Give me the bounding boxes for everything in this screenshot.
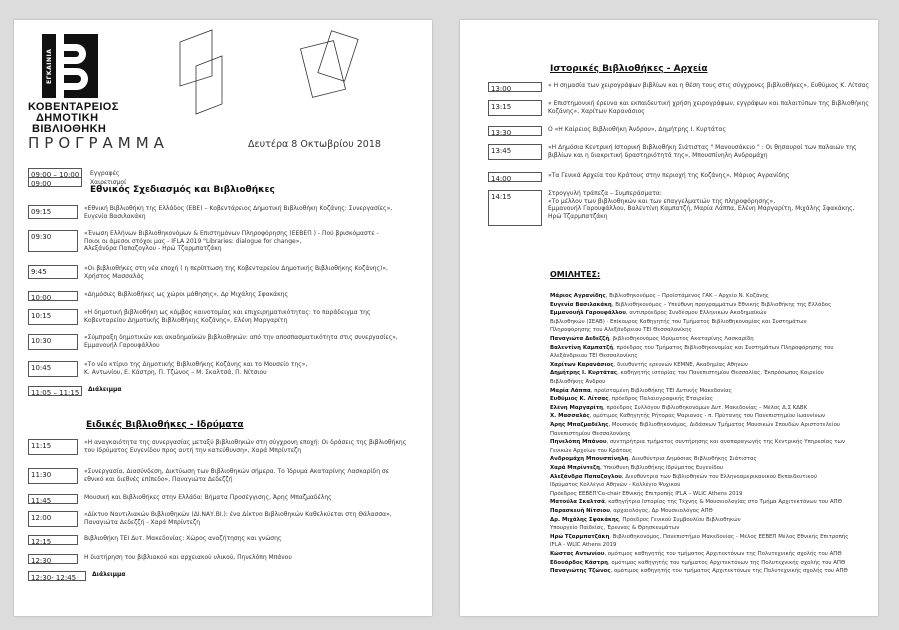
session-line: Διάλειμμα xyxy=(92,571,126,578)
time-slot: 11:05 – 11:15 xyxy=(28,386,82,396)
session-line: Βιβλιοθήκη ΤΕΙ Δυτ. Μακεδονίας: Χώρος αναζήτησης και γνώσης xyxy=(84,535,282,542)
session-line: Κοβενταρείου Δημοτικής Βιβλιοθήκης Κοζάνης», Ελένη Μαργαρίτη xyxy=(84,316,288,324)
time-slot: 13:30 xyxy=(488,126,542,136)
time-slot: 09:00 – 10:00 xyxy=(28,168,82,178)
speaker-line xyxy=(550,378,878,387)
session-text xyxy=(92,571,126,579)
session-line: «Το νέο κτίριο της Δημοτικής Βιβλιοθήκης Κοζάνης και το Μουσείο της», xyxy=(84,361,308,368)
speaker-role: Πρόεδρος ΕΕΒΕΠ'Co-chair Εθνικής Επιτροπής IFLA – WLIC Athens 2019 xyxy=(550,490,743,497)
session-line: Στρογγυλή τράπεζα – Συμπεράσματα: xyxy=(548,190,662,197)
session-line: Ηρώ Τζαρμπατζάκη xyxy=(548,212,608,220)
time-slot: 11:15 xyxy=(28,439,78,455)
speaker-role: Ιδρύματος Κολλέγιο Αθηνών - Κολλέγιο Ψυχικού xyxy=(550,482,681,489)
speaker-line xyxy=(550,567,878,576)
section-title: Εθνικός Σχεδιασμός και Βιβλιοθήκες xyxy=(90,185,275,195)
session-line: «Ένωση Ελλήνων Βιβλιοθηκονόμων & Επιστημόνων Πληροφόρησης (ΕΕΒΕΠ ) - Πού βρισκόμαστε - xyxy=(84,230,379,237)
speaker-name: Παναγιώτα Δεδεζζή xyxy=(550,336,610,342)
speaker-line xyxy=(550,412,878,421)
schedule-row xyxy=(488,82,870,93)
speaker-line xyxy=(550,481,878,490)
speaker-name: Χαρίτων Καρανάσιος xyxy=(550,361,614,368)
speaker-role: Βιβλιοθηκών (ΣΕΑΒ) · Επίκουρος Καθηγητής του Τμήματος Βιβλιοθηκονομίας και Συστημάτων xyxy=(550,318,807,325)
session-line: «Δίκτυο Ναυτιλιακών Βιβλιοθηκών (ΔΙ.ΝΑΥ.ΒΙ.): ένα Δίκτυο Βιβλιοθηκών Καθελκύεται στη Θάλασσα», xyxy=(84,511,392,518)
speaker-role: , Διευθύντρια Δημόσιας Βιβλιοθήκης Σιάτιστας xyxy=(628,456,757,463)
speaker-line xyxy=(550,361,878,370)
speaker-line xyxy=(550,387,878,396)
schedule-row xyxy=(28,468,389,484)
speaker-role: , καθηγητής ιστορίας του Πανεπιστημίου Θεσσαλίας, Έκπρόσωπος Καιρείου xyxy=(617,370,824,377)
schedule-row xyxy=(28,230,379,252)
session-line: Εμμανουήλ Γαρουφάλλου, Βαλεντίνη Καμπατζή, Μαρία Λάππα, Ελένη Μαργαρίτη, Μιχάλης Σφακάκης, xyxy=(548,205,855,212)
time-slot: 12:00 xyxy=(28,511,78,527)
speaker-line xyxy=(550,473,878,482)
session-text xyxy=(84,334,398,349)
speaker-line xyxy=(550,498,878,507)
speaker-line xyxy=(550,309,878,318)
session-line: εθνικό και διεθνές επίπεδο», Παναγιώτα Δεδεζζή xyxy=(84,475,233,483)
time-slot: 14:15 xyxy=(488,190,542,226)
speaker-role: , ομότιμος καθηγητής του τμήματος Αρχιτεκτόνων της Πολυτεχνικής σχολής του ΑΠΘ xyxy=(604,551,842,557)
session-text xyxy=(84,494,332,502)
speaker-line xyxy=(550,326,878,335)
speaker-name: Αλεξάνδρα Παπαζογλου xyxy=(550,473,622,480)
time-slot: 14:00 xyxy=(488,172,542,182)
time-slot: 11:30 xyxy=(28,468,78,484)
session-text xyxy=(548,126,726,134)
speaker-name: Παναγιώτης Τζώνος xyxy=(550,568,611,575)
schedule-row xyxy=(28,554,358,564)
speaker-role: , ομότιμος Καθηγητής Ρήτορας Ψαριανος - π. Πρύτανης του Πανεπιστημίου Ιωαννίνων xyxy=(589,413,825,420)
session-text xyxy=(84,554,292,562)
speaker-name: Βαλεντίνη Καμπατζή xyxy=(550,344,614,351)
time-slot: 13:45 xyxy=(488,144,542,160)
speaker-line xyxy=(550,490,878,499)
speaker-role: , Υπεύθυνη Βιβλιοθήκης Ιδρύματος Ευγενίδου xyxy=(600,465,724,471)
session-text xyxy=(548,190,854,220)
session-line: «Η αναγκαιότητα της συνεργασίας μεταξύ βιβλιοθηκών στη σύγχρονη εποχή: Οι δράσεις της βιβλιοθήκης xyxy=(84,439,407,446)
logo-years: ΕΓΚΑΙΝΙΑ xyxy=(46,48,53,84)
section-title: Ειδικές Βιβλιοθήκες - Ιδρύματα xyxy=(86,420,244,430)
speaker-name: Εμμανουήλ Γαρουφάλλου xyxy=(550,310,626,317)
session-text xyxy=(84,265,388,280)
time-slot: 09:00 xyxy=(28,177,82,187)
speaker-name: Κώστας Αντωνίου xyxy=(550,551,605,557)
schedule-row xyxy=(28,361,358,377)
session-line: του Ιδρύματος Ευγενίδου προς αυτή την κατεύθυνση», Χαρά Μπρίντεζη xyxy=(84,446,302,454)
schedule-row xyxy=(488,172,818,182)
session-line: Κ. Αντωνίου, Ε. Κάστρη, Π. Τζώνος – Μ. Σκαλτσά, Π. Νίτσιου xyxy=(84,368,267,376)
speaker-role: Πληροφόρησης του Αλεξάνδρειου ΤΕΙ Θεσσαλονίκης xyxy=(550,327,692,334)
speaker-role: Υπουργείο Παιδείας, Έρευνας & Θρησκευμάτων xyxy=(550,525,680,532)
session-line: «Το μέλλον των βιβλιοθηκών και των επαγγελματιών της πληροφόρησης», xyxy=(548,197,776,205)
speaker-name: Ματούλα Σκαλτσά xyxy=(550,499,605,506)
session-line: «Η δημοτική βιβλιοθήκη ως κόμβος καινοτομίας και επιχειρηματικότητας: το παράδειγμα της xyxy=(84,309,371,316)
time-slot: 09:15 xyxy=(28,205,78,219)
speaker-line xyxy=(550,318,878,327)
logo-line1: ΚΟΒΕΝΤΑΡΕΙΟΣ xyxy=(28,101,119,113)
opening-line: Εγγραφές xyxy=(90,170,120,177)
program-title: ΠΡΟΓΡΑΜΜΑ xyxy=(28,134,169,152)
speaker-role: , διευθυντής ερευνών ΚΕΜΝΕ, Ακαδημίας Αθηνών xyxy=(613,361,748,368)
session-line: Εμμανουήλ Γαρουφάλλου xyxy=(84,341,160,349)
session-text xyxy=(84,361,307,376)
speaker-name: Μαρία Λάππα xyxy=(550,387,591,394)
speaker-role: , Μουσικός Βιβλιοθηκονόμος, Διδάσκων Τμήματος Μουσικών Σπουδών Αριστοτελείου xyxy=(608,422,841,428)
session-text xyxy=(84,439,406,454)
speaker-role: Πανεπιστημίου Θεσσαλονίκης xyxy=(550,430,631,437)
speaker-role: Αλεξάνδρειου ΤΕΙ Θεσσαλονίκης xyxy=(550,353,638,360)
session-line: «Η Δημόσια Κεντρική Ιστορική Βιβλιοθήκη Σιάτιστας " Μανουσάκειο " : Οι θησαυροί των παλαιών της xyxy=(548,144,857,151)
schedule-row xyxy=(28,494,358,504)
time-slot: 09:30 xyxy=(28,230,78,252)
speaker-role: , καθηγήτρια Ιστορίας της Τέχνης & Μουσειολογίας στο Τμήμα Αρχιτεκτόνων του ΑΠΘ xyxy=(604,499,842,506)
session-line: «Εθνική Βιβλιοθήκη της Ελλάδος (ΕΒΕ) – Κοβεντάρειος Δημοτική Βιβλιοθήκη Κοζάνης: Συνεργασίες», xyxy=(84,205,393,212)
session-line: Ο «Η Καίρειος Βιβλιοθήκη Άνδρου», Δημήτρης Ι. Κυρτάτας xyxy=(548,126,727,133)
speaker-role: , συντηρήτρια τμήματος συντήρησης και αναπαραγωγής της Κεντρικής Υπηρεσίας των xyxy=(606,439,845,446)
speaker-name: Δρ. Μιχάλης Σφακάκης xyxy=(550,516,619,523)
session-line: Μουσική και Βιβλιοθήκες στην Ελλάδα: Βήματα Προσέγγισης, Άρης Μπαζμαδέλης xyxy=(84,494,332,501)
speaker-line xyxy=(550,404,878,413)
time-slot: 10:00 xyxy=(28,291,78,301)
logo-line2: ΔΗΜΟΤΙΚΗ xyxy=(36,112,99,124)
speaker-line xyxy=(550,421,878,430)
decorative-shapes xyxy=(174,26,374,126)
session-line: « Η σημασία των χειρογράφων βιβλίων και η θέση τους στις σύγχρονες βιβλιοθήκες», Ευθύμιος Κ. Λίτσας xyxy=(548,82,870,89)
speaker-line xyxy=(550,369,878,378)
speakers-title: ΟΜΙΛΗΤΕΣ: xyxy=(550,270,601,279)
session-text xyxy=(548,100,869,115)
speaker-name: Χαρά Μπρίντεζη xyxy=(550,465,601,471)
speaker-line xyxy=(550,301,878,310)
section-title: Ιστορικές Βιβλιοθήκες - Αρχεία xyxy=(550,64,708,74)
speaker-role: , ομότιμος καθηγητής του τμήματος Αρχιτεκτόνων της Πολυτεχνικής σχολής του ΑΠΘ xyxy=(610,568,848,575)
speaker-role: , Βιβλιοθηκονόμος – Υπεύθυνη προγραμμάτων Εθνικής Βιβλιοθήκης της Ελλάδος xyxy=(611,301,832,308)
speaker-line xyxy=(550,541,878,550)
schedule-row xyxy=(28,309,371,325)
speaker-name: Ελένη Μαργαρίτη xyxy=(550,404,604,411)
session-line: «Οι βιβλιοθήκες στη νέα εποχή ( η περίπτωση της Κοβενταρείου Δημοτικής Βιβλιοθήκης Κοζάνης)», xyxy=(84,265,388,272)
speaker-line xyxy=(550,550,878,559)
speaker-name: Εδουάρδος Κάστρη xyxy=(550,559,608,566)
session-text xyxy=(88,386,122,394)
session-text xyxy=(84,205,392,220)
schedule-row xyxy=(488,100,869,116)
schedule-row xyxy=(28,571,358,581)
right-page xyxy=(460,20,878,616)
schedule-row xyxy=(488,144,857,160)
session-line: «Συνεργασία, Διασύνδεση, Δικτύωση των Βιβλιοθηκών σήμερα. Το Ίδρυμα Ακαταρίνης Λασκαρίδη σε xyxy=(84,468,389,475)
speaker-role: , ομότιμος καθηγητής του τμήματος Αρχιτεκτόνων της Πολυτεχνικής σχολής του ΑΠΘ xyxy=(608,559,846,566)
speaker-line xyxy=(550,464,878,473)
time-slot: 9:45 xyxy=(28,265,78,279)
schedule-row xyxy=(28,535,358,545)
speaker-role: , πρόεδρος Παλαιογραφικής Εταιρείας xyxy=(608,396,714,403)
speaker-line xyxy=(550,455,878,464)
time-slot: 12:15 xyxy=(28,535,78,545)
speaker-role: IFLA - WLIC Athens 2019 xyxy=(550,542,617,549)
speaker-line xyxy=(550,335,878,344)
session-line: «Δημόσιες Βιβλιοθήκες ως χώροι μάθησης», Δρ Μιχάλης Σφακάκης xyxy=(84,291,288,298)
time-slot: 11:45 xyxy=(28,494,78,504)
speaker-role: Βιβλιοθήκης Άνδρου xyxy=(550,379,606,385)
session-line: Χρήστος Μασσαλάς xyxy=(84,272,144,280)
speaker-role: , πρόεδρος Συλλόγου Βιβλιοθηκονόμων Δυτ. Μακεδονίας – Μέλος Δ.Σ ΚΔΒΚ xyxy=(603,404,808,411)
session-text xyxy=(548,82,869,90)
speaker-line xyxy=(550,516,878,525)
time-slot: 12:30 xyxy=(28,554,78,564)
speaker-line xyxy=(550,352,878,361)
speaker-name: Ευθύμιος Κ. Λίτσας xyxy=(550,396,609,403)
speaker-role: , αρχαιολόγος, Δρ Μουσειολόγος ΑΠΘ xyxy=(609,508,713,514)
session-line: βιβλίων και η διακριτική δραστηριότητά της», Μπουσπίνηλη Ανδρομάχη xyxy=(548,151,768,159)
speaker-role: , Πρόεδρος Γενικού Συμβουλίου Βιβλιοθηκών xyxy=(618,516,741,523)
schedule-row xyxy=(28,291,358,301)
speaker-line xyxy=(550,533,878,542)
schedule-row xyxy=(488,126,818,136)
schedule-row xyxy=(28,334,398,350)
speaker-name: Ηρώ Τζαρμπατζάκη xyxy=(550,533,610,540)
session-text xyxy=(84,511,392,526)
speaker-name: Ευγενία Βασιλακάκη xyxy=(550,301,612,308)
session-text xyxy=(84,468,389,483)
event-date: Δευτέρα 8 Οκτωβρίου 2018 xyxy=(248,139,381,150)
speaker-role: , Διευθύντρια των Βιβλιοθηκών του Ελληνοαμερικανικού Εκπαιδευτικού xyxy=(621,473,817,480)
time-slot: 12:30- 12:45 xyxy=(28,571,86,581)
speaker-line xyxy=(550,438,878,447)
speaker-line xyxy=(550,344,878,353)
speaker-role: , Βιβλιοθηκονόμος – Προϊστάμενος ΓΑΚ – Αρχείο Ν. Κοζάνης xyxy=(605,293,769,299)
speaker-line xyxy=(550,447,878,456)
opening-line: Χαιρετισμοί xyxy=(90,179,127,186)
schedule-row xyxy=(28,265,388,280)
session-text xyxy=(84,291,288,299)
session-text xyxy=(84,309,370,324)
speaker-line xyxy=(550,395,878,404)
session-line: Διάλειμμα xyxy=(88,386,122,393)
time-slot: 13:15 xyxy=(488,100,542,116)
session-text xyxy=(548,144,857,159)
speaker-name: Δημήτρης Ι. Κυρτάτας xyxy=(550,370,618,377)
session-line: Ευγενία Βασιλακάκη xyxy=(84,212,146,220)
speaker-role: , Βιβλιοθηκονόμος, Πανεπιστήμιο Μακεδονίας - Μέλος ΕΕΒΕΠ Μέλος Εθνικής Επιτροπής xyxy=(609,533,849,540)
session-text xyxy=(548,172,789,180)
session-line: «Σύμπραξη δημοτικών και ακαδημαϊκών βιβλιοθηκών: από την αποσπασματικότητα στις συνεργασίες», xyxy=(84,334,398,341)
schedule-row xyxy=(28,386,358,396)
library-logo xyxy=(42,34,98,98)
schedule-row xyxy=(28,511,392,527)
speaker-role: , αντιπρόεδρος Συνδέσμου Ελληνικών Ακαδημαϊκών xyxy=(625,310,767,317)
speaker-name: Ανδρομάχη Μπουσπίνηλη xyxy=(550,456,629,463)
time-slot: 10:45 xyxy=(28,361,78,377)
session-line: Ποιοι οι άμεσοι στόχοι μας - IFLA 2019 "Libraries: dialogue for change», xyxy=(84,237,302,245)
schedule-row xyxy=(488,190,855,226)
time-slot: 10:15 xyxy=(28,309,78,325)
session-line: « Επιστημονική έρευνα και εκπαιδευτική χρήση χειρογράφων, εγγράφων και παλαιτύπων της Βιβλιοθήκης xyxy=(548,100,869,107)
speaker-line xyxy=(550,507,878,516)
speaker-name: Άρης Μπαζμαδέλης xyxy=(550,422,609,428)
session-text xyxy=(84,230,379,253)
session-line: Κοζάνης», Χαρίτων Καρανάσιος xyxy=(548,107,645,115)
speaker-name: Χ. Μασσαλάς xyxy=(550,413,590,420)
speaker-line xyxy=(550,430,878,439)
speaker-role: Γενικών Αρχείων του Κράτους xyxy=(550,447,633,454)
speaker-role: , βιβλιοθηκονόμος Ιδρύματος Ακαταρίνης Λασκαρίδη xyxy=(609,336,754,342)
schedule-row xyxy=(28,205,393,220)
speaker-line xyxy=(550,559,878,568)
speaker-role: , πρόεδρος του Τμήματος Βιβλιοθηκονομίας και Συστημάτων Πληροφόρησης του xyxy=(613,344,834,351)
speaker-name: Παρασκευή Νίτσιου xyxy=(550,508,610,514)
time-slot: 13:00 xyxy=(488,82,542,92)
session-line: Η διατήρηση του βιβλιακού και αρχειακού υλικού, Πηνελόπη Μπάνου xyxy=(84,554,292,561)
session-line: Αλεξάνδρα Παπαζογλου - Ηρώ Τζαρμπατζάκη xyxy=(84,245,222,252)
speaker-name: Πηνελόπη Μπάνου xyxy=(550,439,607,446)
speaker-line xyxy=(550,292,878,301)
session-line: «Τα Γενικά Αρχεία του Κράτους στην περιοχή της Κοζάνης», Μάριος Αγρανίδης xyxy=(548,172,790,179)
speaker-role: , προϊσταμένη Βιβλιοθήκης ΤΕΙ Δυτικής Μακεδονίας xyxy=(590,387,732,394)
speaker-line xyxy=(550,524,878,533)
time-slot: 10:30 xyxy=(28,334,78,350)
session-text xyxy=(84,535,281,543)
session-line: Παναγιώτα Δεδεζζή - Χαρά Μπρίντεζη xyxy=(84,518,201,526)
schedule-row xyxy=(28,439,407,455)
logo-line3: ΒΙΒΛΙΟΘΗΚΗ xyxy=(32,123,107,135)
speaker-name: Μάριος Αγρανίδης xyxy=(550,293,606,299)
left-page xyxy=(14,20,432,616)
